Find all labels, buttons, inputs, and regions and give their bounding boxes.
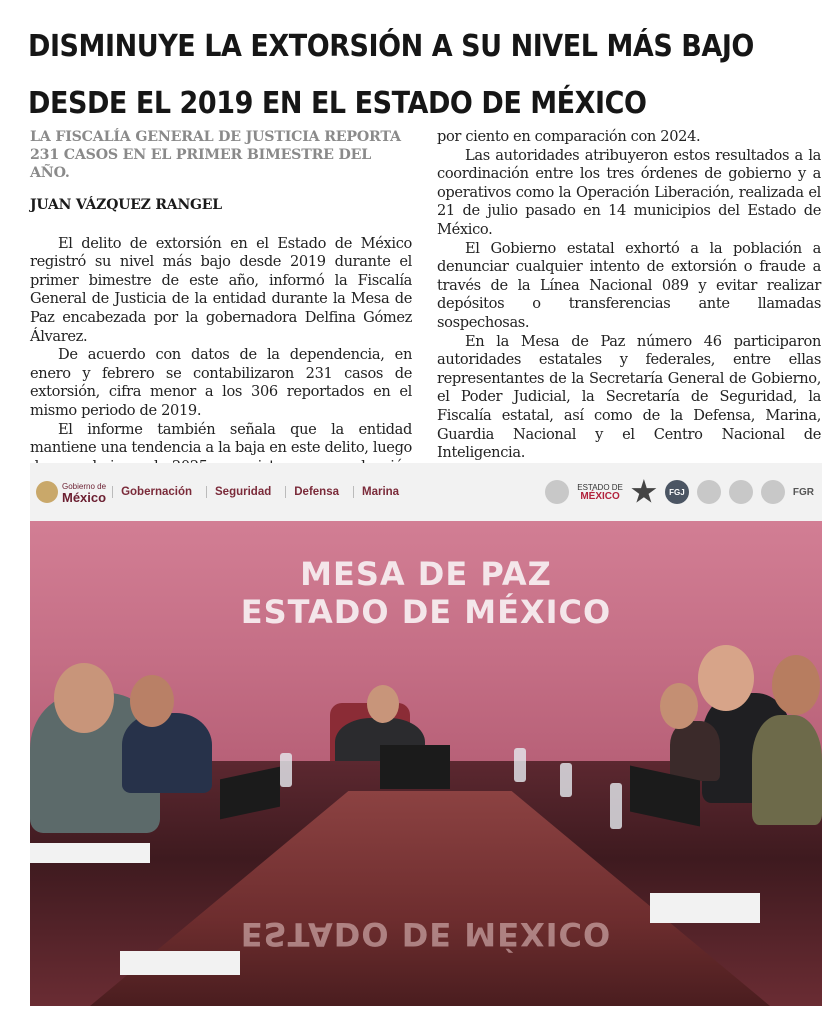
water-bottle-1 (280, 753, 292, 787)
official-left-2-head (130, 675, 174, 727)
official-right-1-head (698, 645, 754, 711)
agency-marina: Marina (353, 486, 407, 498)
agency-defensa: Defensa (285, 486, 347, 498)
official-left-2 (122, 713, 212, 793)
wall-title-line-2: ESTADO DE MÉXICO (240, 593, 612, 631)
wall-title-line-1: MESA DE PAZ (300, 555, 552, 593)
paragraph-4: Las autoridades atribuyeron estos resultados a la coordinación entre los tres órdenes de gobierno y a operativos como la Operación Liberación, realizada el 21 de julio pasado en 14 municipios del Estado de México. (437, 146, 821, 238)
headline-line-2: DESDE EL 2019 EN EL ESTADO DE MÉXICO (28, 86, 647, 121)
guard-seal-icon (729, 480, 753, 504)
gobierno-label: Gobierno de (62, 482, 107, 491)
right-column (437, 128, 821, 463)
edomex-big: MÉXICO (580, 491, 620, 502)
agency-gobernacion: Gobernación (112, 486, 200, 498)
governor-head (367, 685, 399, 723)
paragraph-5: El Gobierno estatal exhortó a la población a denunciar cualquier intento de extorsión o fraude a través de la Línea Nacional 089 y evitar realizar depósitos o transferencias ante llamadas sospechosas. (437, 239, 821, 331)
official-right-2 (752, 715, 822, 825)
paragraph-3: El informe también señala que la entidad mantiene una tendencia a la baja en este delito, luego (30, 420, 412, 457)
official-left-1-head (54, 663, 114, 733)
paragraph-6: En la Mesa de Paz número 46 participaron autoridades estatales y federales, entre ellas representantes de la Secretaría General de Gobierno, el Poder Judicial, la Secretaría de Seguridad, la Fiscalía estatal, así como de la Defensa, Marina, Guardia Nacional y el Centro Nacional de Inteligencia. (437, 332, 821, 462)
paragraph-3-continued: por ciento en comparación con 2024. (437, 128, 701, 145)
table-reflection: ESTADO DE MÉXICO (240, 915, 612, 953)
headline-line-1: DISMINUYE LA EXTORSIÓN A SU NIVEL MÁS BAJO (28, 29, 754, 64)
edomex-small: ESTADO DE (577, 483, 623, 492)
mexico-label: México (62, 490, 107, 505)
official-right-3 (670, 721, 720, 781)
paragraph-2: De acuerdo con datos de la dependencia, en enero y febrero se contabilizaron 231 casos de extorsión, cifra menor a los 306 reportados en el mismo periodo de 2019. (30, 346, 412, 419)
water-bottle-3 (560, 763, 572, 797)
water-bottle-2 (514, 748, 526, 782)
paragraph-1: El delito de extorsión en el Estado de México registró su nivel más bajo desde 2019 durante el primer bimestre de este año, informó la Fiscalía General de Justicia de la entidad durante la Mesa de Paz encabezada por la gobernadora Delfina Gómez Álvarez. (30, 234, 412, 345)
byline: JUAN VÁZQUEZ RANGEL (30, 197, 222, 213)
left-column (30, 128, 412, 495)
edomex-logo (577, 483, 623, 501)
paper-bottom (120, 951, 240, 975)
meeting-photo (30, 463, 822, 1006)
photo-banner (30, 463, 822, 521)
paper-right (650, 893, 760, 923)
state-seal-icon (545, 480, 569, 504)
agency-seguridad: Seguridad (206, 486, 279, 498)
seal-icon (36, 481, 58, 503)
deck: LA FISCALÍA GENERAL DE JUSTICIA REPORTA 231 CASOS EN EL PRIMER BIMESTRE DEL AÑO. (30, 129, 401, 181)
eagle-seal-icon (697, 480, 721, 504)
wall-title (30, 555, 822, 631)
official-right-2-head (772, 655, 820, 715)
fgr-logo: FGR (792, 486, 814, 498)
official-right-3-head (660, 683, 698, 729)
gobierno-mexico-logo (36, 481, 106, 503)
laptop-center (380, 745, 450, 789)
fgr-seal-icon (761, 480, 785, 504)
paper-left (30, 843, 150, 863)
water-bottle-4 (610, 783, 622, 829)
headline (28, 18, 754, 132)
fgj-logo: FGJ (665, 480, 689, 504)
star-badge-icon (631, 479, 657, 505)
